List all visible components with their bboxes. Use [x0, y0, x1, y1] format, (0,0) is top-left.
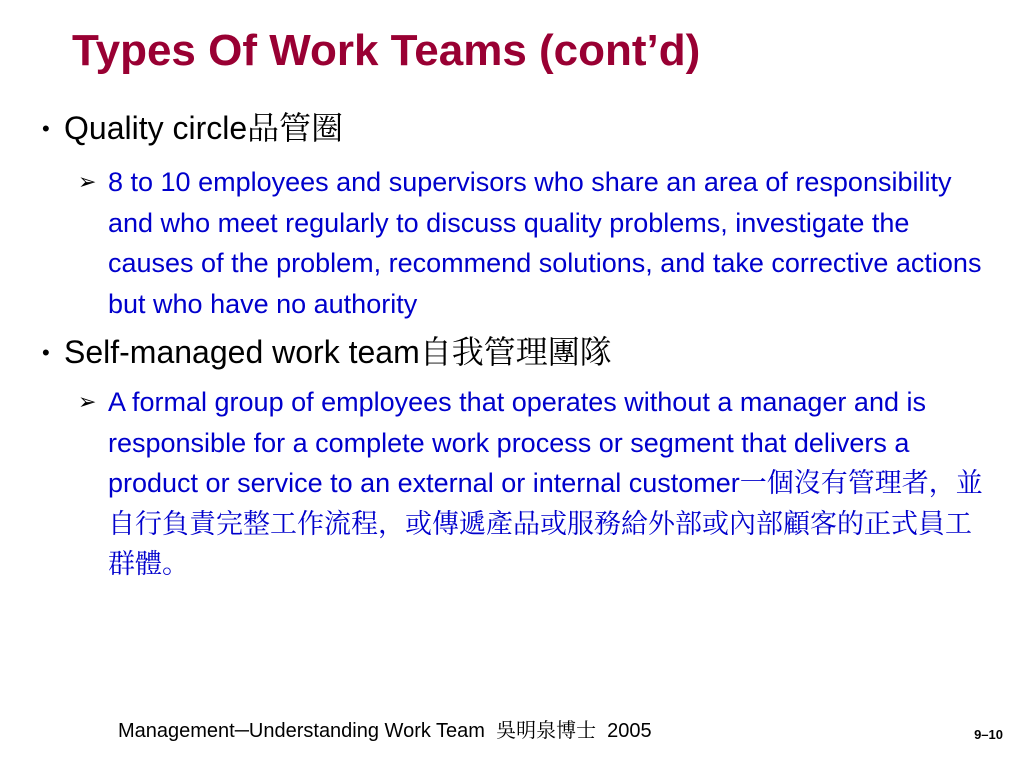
arrow-bullet-icon: ➢: [78, 389, 97, 414]
slide-footer: Management─Understanding Work Team 吳明泉博士 2005: [118, 720, 652, 742]
sub-item-self-managed-team-definition: [42, 382, 992, 585]
definition-text: 8 to 10 employees and supervisors who share an area of responsibility and who meet regularly to discuss quality problems, investigate the causes of the problem, recommend solutions, and take corrective actions but who have no authority: [108, 167, 982, 319]
page-number: 9–10: [974, 727, 1003, 742]
bullet-item-quality-circle: [42, 108, 992, 148]
bullet-icon: •: [42, 340, 50, 365]
slide-title: Types Of Work Teams (cont’d): [72, 26, 701, 75]
definition-text: A formal group of employees that operates without a manager and is responsible for a complete work process or segment that delivers a product or service to an external or internal customer一個沒有管理者，並自行負責完整工作流程，或傳遞產品或服務給外部或內部顧客的正式員工群體。: [108, 387, 983, 579]
bullet-item-self-managed-team: [42, 332, 992, 372]
arrow-bullet-icon: ➢: [78, 169, 97, 194]
bullet-icon: •: [42, 116, 50, 141]
sub-item-quality-circle-definition: [42, 162, 992, 324]
bullet-label: Quality circle品管圈: [64, 110, 344, 146]
bullet-label: Self-managed work team自我管理團隊: [64, 334, 612, 370]
slide-content: [42, 108, 992, 585]
